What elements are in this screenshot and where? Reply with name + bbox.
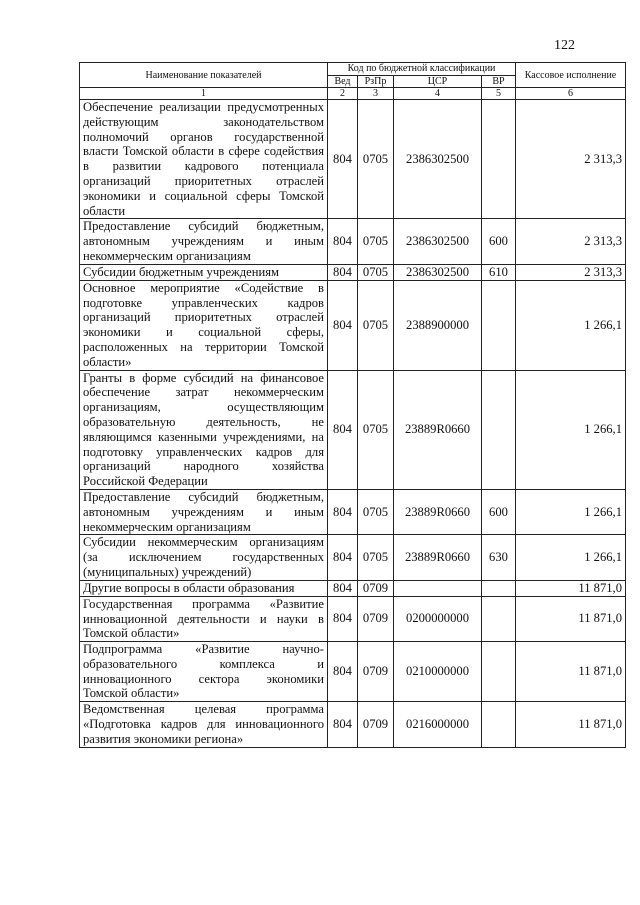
table-row (80, 642, 626, 702)
row-amount: 11 871,0 (516, 580, 626, 596)
row-rzpr: 0709 (358, 580, 394, 596)
row-amount: 11 871,0 (516, 596, 626, 641)
header-ved: Вед (328, 75, 358, 88)
row-rzpr: 0709 (358, 642, 394, 702)
row-rzpr: 0709 (358, 702, 394, 747)
row-rzpr: 0709 (358, 596, 394, 641)
table-row (80, 535, 626, 580)
table-row (80, 264, 626, 280)
row-amount: 1 266,1 (516, 489, 626, 534)
row-amount: 2 313,3 (516, 219, 626, 264)
row-ved: 804 (328, 596, 358, 641)
row-name: Субсидии бюджетным учреждениям (80, 264, 328, 280)
row-csr: 2386302500 (394, 219, 482, 264)
header-row-1 (80, 63, 626, 76)
row-csr: 23889R0660 (394, 535, 482, 580)
table-row (80, 596, 626, 641)
column-number: 1 (80, 88, 328, 100)
column-numbers-row (80, 88, 626, 100)
row-rzpr: 0705 (358, 370, 394, 489)
row-amount: 1 266,1 (516, 535, 626, 580)
table-row (80, 370, 626, 489)
budget-table (79, 62, 626, 748)
row-name: Подпрограмма «Развитие научно-образовательного комплекса и инновационного сектора экономики Томской области» (80, 642, 328, 702)
page-number: 122 (554, 38, 575, 53)
row-ved: 804 (328, 264, 358, 280)
row-amount: 11 871,0 (516, 642, 626, 702)
row-name: Предоставление субсидий бюджетным, автономным учреждениям и иным некоммерческим организациям (80, 489, 328, 534)
row-csr: 23889R0660 (394, 489, 482, 534)
row-name: Предоставление субсидий бюджетным, автономным учреждениям и иным некоммерческим организациям (80, 219, 328, 264)
row-rzpr: 0705 (358, 280, 394, 370)
row-rzpr: 0705 (358, 219, 394, 264)
row-name: Гранты в форме субсидий на финансовое обеспечение затрат некоммерческим организациям, осуществляющим образовательную деятельность, не являющимся казенными учреждениями, на подготовку управленческих кадров для организаций народного хозяйства Российской Федерации (80, 370, 328, 489)
row-vr (482, 702, 516, 747)
row-vr (482, 100, 516, 219)
row-vr: 630 (482, 535, 516, 580)
header-name-column: Наименование показателей (80, 63, 328, 88)
table-row (80, 100, 626, 219)
header-rzpr: РзПр (358, 75, 394, 88)
row-ved: 804 (328, 580, 358, 596)
table-row (80, 219, 626, 264)
row-name: Основное мероприятие «Содействие в подготовке управленческих кадров организаций приоритетных отраслей экономики и социальной сферы, расположенных на территории Томской области» (80, 280, 328, 370)
row-ved: 804 (328, 642, 358, 702)
header-vr: ВР (482, 75, 516, 88)
row-vr (482, 370, 516, 489)
row-name: Ведомственная целевая программа «Подготовка кадров для инновационного развития экономики региона» (80, 702, 328, 747)
row-vr: 600 (482, 219, 516, 264)
row-amount: 1 266,1 (516, 280, 626, 370)
row-rzpr: 0705 (358, 489, 394, 534)
row-amount: 2 313,3 (516, 100, 626, 219)
row-ved: 804 (328, 702, 358, 747)
row-rzpr: 0705 (358, 264, 394, 280)
column-number: 5 (482, 88, 516, 100)
row-name: Государственная программа «Развитие инновационной деятельности и науки в Томской области» (80, 596, 328, 641)
row-ved: 804 (328, 535, 358, 580)
row-csr: 2386302500 (394, 100, 482, 219)
column-number: 2 (328, 88, 358, 100)
header-amount-column: Кассовое исполнение (516, 63, 626, 88)
table-row (80, 280, 626, 370)
row-vr (482, 580, 516, 596)
row-ved: 804 (328, 489, 358, 534)
row-rzpr: 0705 (358, 100, 394, 219)
row-vr: 600 (482, 489, 516, 534)
table-row (80, 580, 626, 596)
row-vr (482, 280, 516, 370)
row-csr: 2388900000 (394, 280, 482, 370)
row-csr (394, 580, 482, 596)
header-code-group: Код по бюджетной классификации (328, 63, 516, 76)
row-amount: 2 313,3 (516, 264, 626, 280)
row-name: Субсидии некоммерческим организациям (за исключением государственных (муниципальных) учреждений) (80, 535, 328, 580)
header-csr: ЦСР (394, 75, 482, 88)
row-rzpr: 0705 (358, 535, 394, 580)
row-amount: 1 266,1 (516, 370, 626, 489)
row-csr: 0216000000 (394, 702, 482, 747)
row-name: Другие вопросы в области образования (80, 580, 328, 596)
table-row (80, 702, 626, 747)
row-ved: 804 (328, 280, 358, 370)
row-ved: 804 (328, 370, 358, 489)
row-vr (482, 596, 516, 641)
column-number: 6 (516, 88, 626, 100)
row-vr (482, 642, 516, 702)
row-csr: 23889R0660 (394, 370, 482, 489)
row-csr: 0200000000 (394, 596, 482, 641)
row-vr: 610 (482, 264, 516, 280)
row-ved: 804 (328, 100, 358, 219)
row-amount: 11 871,0 (516, 702, 626, 747)
row-name: Обеспечение реализации предусмотренных действующим законодательством полномочий органов государственной власти Томской области в сфере содействия в развитии кадрового потенциала организаций приоритетных отраслей экономики и социальной сферы Томской области (80, 100, 328, 219)
row-csr: 0210000000 (394, 642, 482, 702)
row-csr: 2386302500 (394, 264, 482, 280)
table-row (80, 489, 626, 534)
column-number: 4 (394, 88, 482, 100)
column-number: 3 (358, 88, 394, 100)
row-ved: 804 (328, 219, 358, 264)
